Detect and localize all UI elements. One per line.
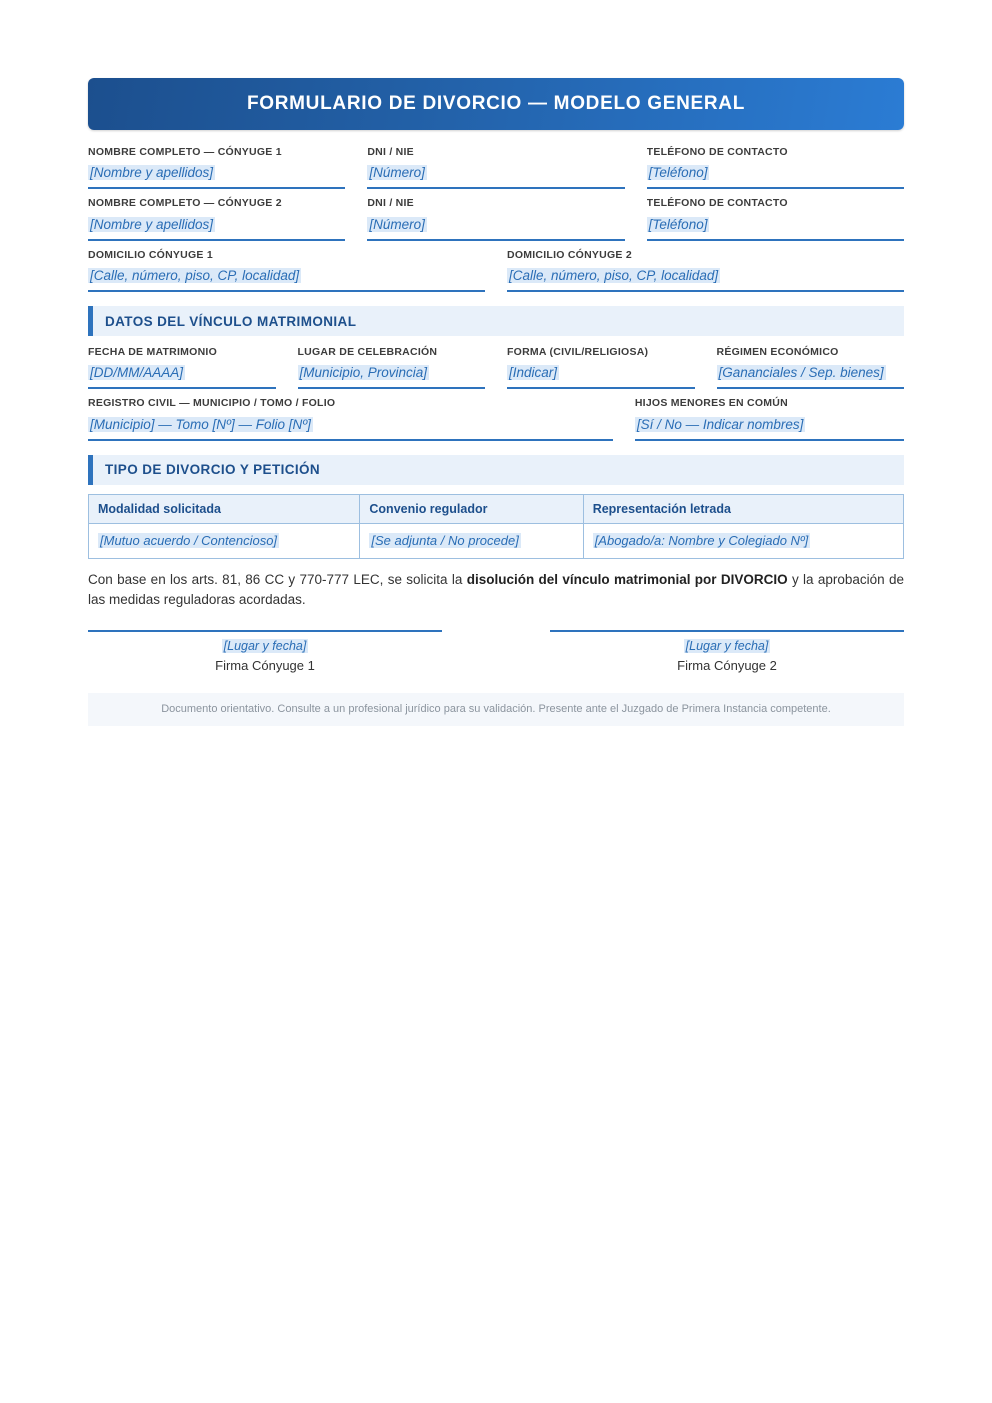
signature-line xyxy=(88,630,442,632)
signature-label-spouse2: Firma Cónyuge 2 xyxy=(677,658,777,674)
field-value: [Calle, número, piso, CP, localidad] xyxy=(90,267,300,283)
field-value: [Indicar] xyxy=(509,365,558,381)
field-label: DNI / NIE xyxy=(367,146,414,158)
field-input-spouse1-address[interactable] xyxy=(88,264,485,292)
section-title: TIPO DE DIVORCIO Y PETICIÓN xyxy=(105,462,321,478)
cell-agreement[interactable] xyxy=(360,523,583,558)
field-label: HIJOS MENORES EN COMÚN xyxy=(634,397,788,410)
field-value: [Gananciales / Sep. bienes] xyxy=(718,365,884,381)
legal-text-part1: Con base en los arts. 81, 86 CC y 770-777 LEC, se solicita la xyxy=(88,571,467,587)
legal-text-part2: y la aprobación de las medidas reguladoras acordadas. xyxy=(88,571,904,608)
table-row xyxy=(89,523,904,558)
field-input-spouse1-name[interactable] xyxy=(88,161,345,189)
field-input-spouse2-name[interactable] xyxy=(88,213,345,241)
signature-date-value: [Lugar y fecha] xyxy=(685,639,769,654)
field-spouse2-id xyxy=(367,196,624,240)
cell-value: [Mutuo acuerdo / Contencioso] xyxy=(100,532,278,548)
field-value: [Municipio, Provincia] xyxy=(299,365,428,381)
cell-value: [Se adjunta / No procede] xyxy=(371,532,519,548)
section-header-divorce-type xyxy=(88,455,904,485)
field-label: DOMICILIO CÓNYUGE 1 xyxy=(88,248,213,261)
address-row xyxy=(88,248,904,292)
field-label: TELÉFONO DE CONTACTO xyxy=(646,197,788,210)
field-value: [Calle, número, piso, CP, localidad] xyxy=(509,267,719,283)
signature-label-spouse1: Firma Cónyuge 1 xyxy=(215,658,315,674)
field-label: DOMICILIO CÓNYUGE 2 xyxy=(507,248,632,261)
field-input-spouse2-phone[interactable] xyxy=(647,213,904,241)
signature-block-spouse1 xyxy=(88,630,442,675)
spouse1-identity-row xyxy=(88,145,904,189)
field-label: FECHA DE MATRIMONIO xyxy=(88,346,217,359)
field-value: [Nombre y apellidos] xyxy=(90,216,214,232)
marriage-details-row xyxy=(88,345,904,389)
field-input-marriage-place[interactable] xyxy=(298,361,486,389)
field-value: [Nombre y apellidos] xyxy=(90,165,214,181)
legal-statement-paragraph xyxy=(88,570,904,611)
field-label: DNI / NIE xyxy=(367,197,414,210)
field-input-civil-registry[interactable] xyxy=(88,413,613,441)
field-input-marriage-date[interactable] xyxy=(88,361,276,389)
field-minor-children xyxy=(635,396,904,440)
field-value: [Municipio] — Tomo [Nº] — Folio [Nº] xyxy=(90,416,311,432)
field-input-spouse1-id[interactable] xyxy=(367,161,624,189)
field-value: [DD/MM/AAAA] xyxy=(90,365,184,381)
field-spouse1-phone xyxy=(647,145,904,189)
field-label: NOMBRE COMPLETO — CÓNYUGE 2 xyxy=(88,197,282,210)
field-civil-registry xyxy=(88,396,613,440)
field-spouse2-address xyxy=(507,248,904,292)
field-label: REGISTRO CIVIL — MUNICIPIO / TOMO / FOLIO xyxy=(88,397,336,410)
column-header-modality: Modalidad solicitada xyxy=(89,494,360,523)
legal-text-emphasis: disolución del vínculo matrimonial por DIVORCIO xyxy=(466,571,788,587)
cell-value: [Abogado/a: Nombre y Colegiado Nº] xyxy=(594,532,809,548)
cell-modality[interactable] xyxy=(89,523,360,558)
section-header-marriage-data xyxy=(88,306,904,336)
field-input-spouse2-id[interactable] xyxy=(367,213,624,241)
field-spouse1-address xyxy=(88,248,485,292)
field-value: [Teléfono] xyxy=(648,216,708,232)
field-label: NOMBRE COMPLETO — CÓNYUGE 1 xyxy=(88,146,282,158)
field-label: FORMA (CIVIL/RELIGIOSA) xyxy=(507,346,649,359)
table-header-row xyxy=(89,494,904,523)
field-value: [Teléfono] xyxy=(648,165,708,181)
signature-place-date-spouse2[interactable] xyxy=(550,637,904,656)
column-header-agreement: Convenio regulador xyxy=(360,494,583,523)
field-input-marriage-form[interactable] xyxy=(507,361,695,389)
field-label: TELÉFONO DE CONTACTO xyxy=(646,146,788,158)
field-input-spouse1-phone[interactable] xyxy=(647,161,904,189)
field-label: RÉGIMEN ECONÓMICO xyxy=(716,346,839,359)
signature-place-date-spouse1[interactable] xyxy=(88,637,442,656)
disclaimer-footnote: Documento orientativo. Consulte a un profesional jurídico para su validación. Presente ante el Juzgado de Primera Instancia competente. xyxy=(88,693,904,726)
signature-row xyxy=(88,630,904,675)
signature-line xyxy=(550,630,904,632)
document-title-banner xyxy=(88,78,904,130)
page-title: FORMULARIO DE DIVORCIO — MODELO GENERAL xyxy=(246,93,746,114)
field-input-economic-regime[interactable] xyxy=(717,361,905,389)
field-value: [Número] xyxy=(369,216,425,232)
section-title: DATOS DEL VÍNCULO MATRIMONIAL xyxy=(105,313,357,329)
field-spouse1-id xyxy=(367,145,624,189)
spouse2-identity-row xyxy=(88,196,904,240)
field-marriage-form xyxy=(507,345,695,389)
field-spouse2-name xyxy=(88,196,345,240)
signature-date-value: [Lugar y fecha] xyxy=(223,639,307,654)
signature-block-spouse2 xyxy=(550,630,904,675)
field-label: LUGAR DE CELEBRACIÓN xyxy=(297,346,438,359)
field-marriage-date xyxy=(88,345,276,389)
registry-row xyxy=(88,396,904,440)
field-input-spouse2-address[interactable] xyxy=(507,264,904,292)
field-input-minor-children[interactable] xyxy=(635,413,904,441)
cell-legal-representation[interactable] xyxy=(583,523,903,558)
field-marriage-place xyxy=(298,345,486,389)
field-economic-regime xyxy=(717,345,905,389)
field-spouse2-phone xyxy=(647,196,904,240)
column-header-legal-representation: Representación letrada xyxy=(583,494,903,523)
petition-table xyxy=(88,494,904,559)
field-spouse1-name xyxy=(88,145,345,189)
field-value: [Número] xyxy=(369,165,425,181)
field-value: [Sí / No — Indicar nombres] xyxy=(636,416,804,432)
